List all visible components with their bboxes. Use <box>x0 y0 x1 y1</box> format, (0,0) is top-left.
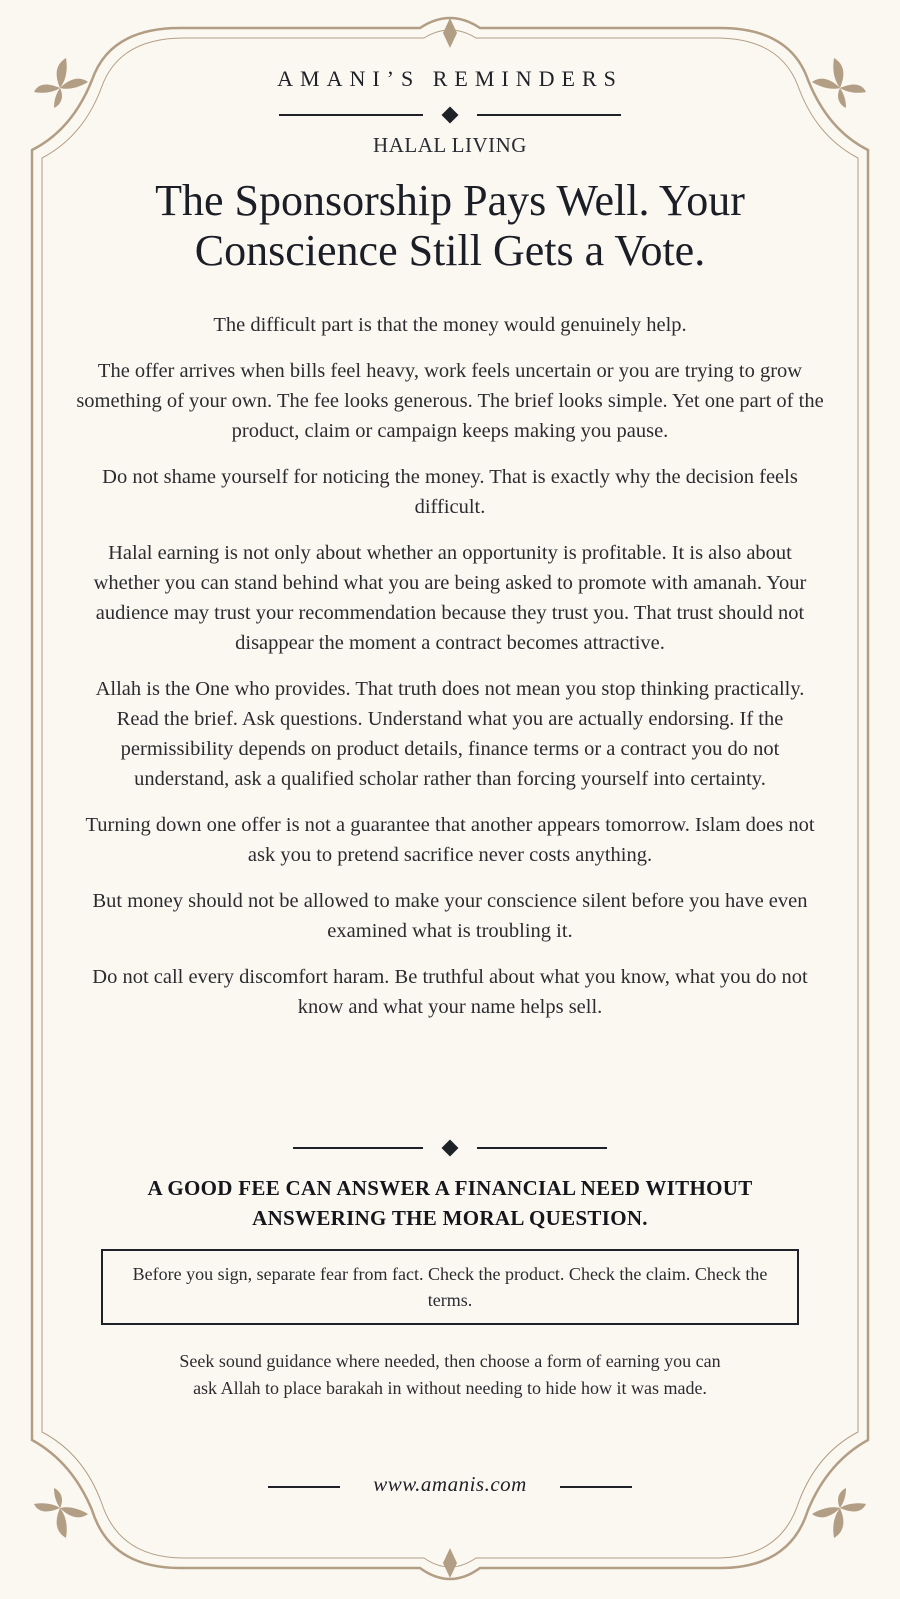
headline-line-2: Conscience Still Gets a Vote. <box>194 226 706 275</box>
diamond-ornament-icon <box>442 107 459 124</box>
body-paragraph: The difficult part is that the money would genuinely help. <box>213 314 687 336</box>
pull-quote-line-2: ANSWERING THE MORAL QUESTION. <box>252 1206 648 1230</box>
brand-name: AMANI’S REMINDERS <box>277 66 623 91</box>
footer <box>0 1472 900 1502</box>
category-label: HALAL LIVING <box>373 133 527 157</box>
body-paragraph: Allah is the One who provides. That truth does not mean you stop thinking practically. Read the brief. Ask questions. Understand what you are actually endorsing. If the permissibility depends on product details, finance terms or a contract you do not understand, ask a qualified scholar rather than forcing yourself into certainty. <box>95 678 805 790</box>
website-link[interactable]: www.amanis.com <box>373 1472 527 1496</box>
article-body <box>74 310 826 1038</box>
body-paragraph: The offer arrives when bills feel heavy, work feels uncertain or you are trying to grow something of your own. The fee looks generous. The brief looks simple. Yet one part of the product, claim or campaign keeps making you pause. <box>76 360 824 442</box>
closing-text <box>0 1348 900 1402</box>
body-paragraph: But money should not be allowed to make your conscience silent before you have even examined what is troubling it. <box>92 890 808 942</box>
body-paragraph: Halal earning is not only about whether an opportunity is profitable. It is also about whether you can stand behind what you are being asked to promote with amanah. Your audience may trust your recommendation because they trust you. That trust should not disappear the moment a contract becomes attractive. <box>93 542 807 654</box>
body-paragraph: Do not shame yourself for noticing the money. That is exactly why the decision feels difficult. <box>102 466 798 518</box>
callout-box <box>101 1249 799 1325</box>
headline-line-1: The Sponsorship Pays Well. Your <box>155 176 745 225</box>
body-paragraph: Do not call every discomfort haram. Be truthful about what you know, what you do not know and what your name helps sell. <box>92 966 808 1018</box>
top-divider <box>0 104 900 126</box>
section-divider <box>0 1137 900 1159</box>
pull-quote-line-1: A GOOD FEE CAN ANSWER A FINANCIAL NEED WITHOUT <box>147 1176 753 1200</box>
closing-line-1: Seek sound guidance where needed, then choose a form of earning you can <box>179 1351 721 1371</box>
callout-text: Before you sign, separate fear from fact. Check the product. Check the claim. Check the terms. <box>132 1264 768 1310</box>
body-paragraph: Turning down one offer is not a guarantee that another appears tomorrow. Islam does not ask you to pretend sacrifice never costs anything. <box>85 814 815 866</box>
closing-line-2: ask Allah to place barakah in without needing to hide how it was made. <box>193 1378 707 1398</box>
diamond-ornament-icon <box>442 1140 459 1157</box>
headline <box>0 176 900 276</box>
pull-quote <box>0 1173 900 1233</box>
